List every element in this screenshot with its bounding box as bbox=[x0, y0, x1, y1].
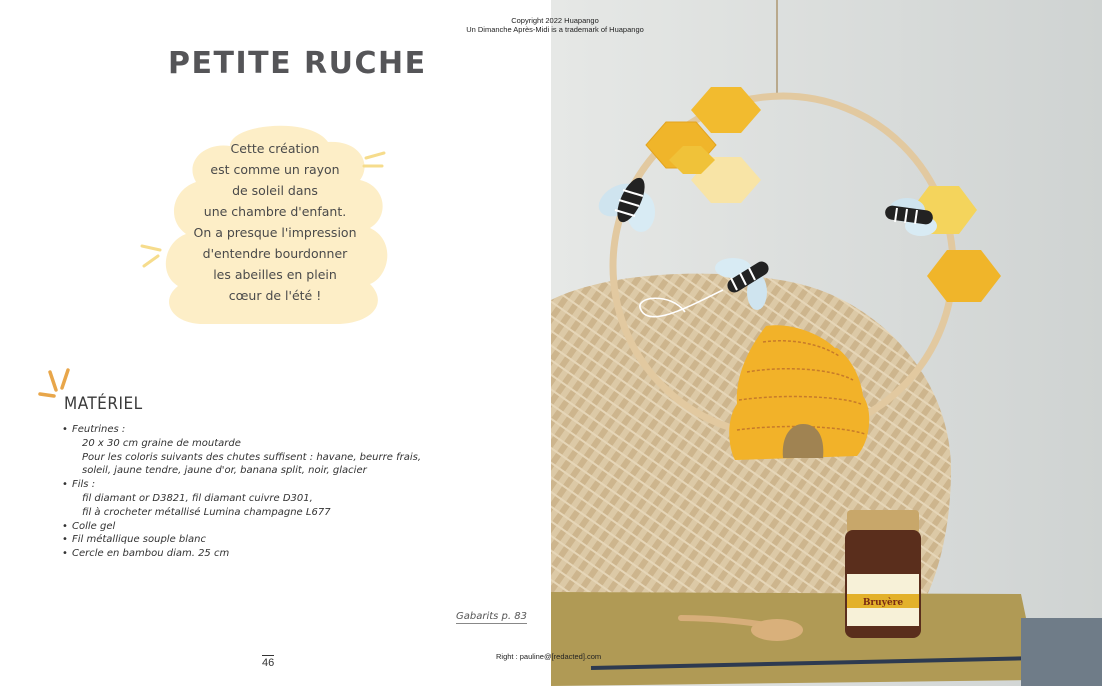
materiel-item-label: • Fil métallique souple blanc bbox=[72, 534, 206, 546]
materiel-item bbox=[62, 547, 422, 561]
materiel-heading: MATÉRIEL bbox=[64, 394, 143, 414]
intro-line: d'entendre bourdonner bbox=[202, 246, 348, 261]
intro-line: est comme un rayon bbox=[210, 162, 340, 177]
intro-line: une chambre d'enfant. bbox=[203, 204, 347, 219]
intro-line: On a presque l'impression bbox=[193, 225, 357, 240]
materiel-item-label: • Cercle en bambou diam. 25 cm bbox=[72, 548, 230, 560]
copyright-line: Copyright 2022 Huapango bbox=[511, 16, 599, 25]
materiel-item-detail: 20 x 30 cm graine de moutarde bbox=[82, 437, 241, 449]
materiel-item-detail: fil à crocheter métallisé Lumina champagne L677 bbox=[82, 506, 331, 518]
photo-page bbox=[551, 0, 1102, 686]
page-title: PETITE RUCHE bbox=[168, 46, 427, 81]
page-number: 46 bbox=[262, 657, 275, 669]
sun-rays-decoration-left bbox=[136, 240, 166, 272]
materiel-item-label: • Fils : bbox=[72, 479, 96, 491]
trademark-line: Un Dimanche Après-Midi is a trademark of Huapango bbox=[466, 25, 644, 34]
materiel-item-label: • Feutrines : bbox=[72, 424, 126, 435]
materiel-item-detail: fil diamant or D3821, fil diamant cuivre D301, bbox=[82, 492, 313, 504]
materiel-item bbox=[62, 520, 422, 534]
materiel-item bbox=[62, 478, 422, 519]
intro-line: cœur de l'été ! bbox=[228, 288, 322, 303]
table-surface bbox=[1021, 618, 1102, 686]
intro-line: les abeilles en plein bbox=[213, 267, 337, 282]
hive-wreath-photo bbox=[551, 0, 1102, 686]
materiel-list bbox=[62, 423, 422, 561]
photo-credit: Right : pauline@[redacted].com bbox=[496, 652, 602, 661]
intro-line: de soleil dans bbox=[232, 183, 318, 198]
copyright-notice bbox=[455, 16, 655, 34]
honey-jar bbox=[845, 510, 921, 638]
intro-line: Cette création bbox=[230, 141, 320, 156]
linen-cloth bbox=[551, 592, 1039, 686]
materiel-item-detail: soleil, jaune tendre, jaune d'or, banana split, noir, glacier bbox=[82, 465, 367, 477]
intro-text bbox=[170, 138, 380, 306]
gabarits-link[interactable]: Gabarits p. 83 bbox=[456, 611, 527, 622]
materiel-item-label: • Colle gel bbox=[72, 520, 116, 532]
materiel-item bbox=[62, 423, 422, 478]
materiel-item bbox=[62, 533, 422, 547]
materiel-item-detail: Pour les coloris suivants des chutes suffisent : havane, beurre frais, bbox=[82, 451, 421, 463]
jar-label-text: Bruyère bbox=[862, 598, 904, 608]
